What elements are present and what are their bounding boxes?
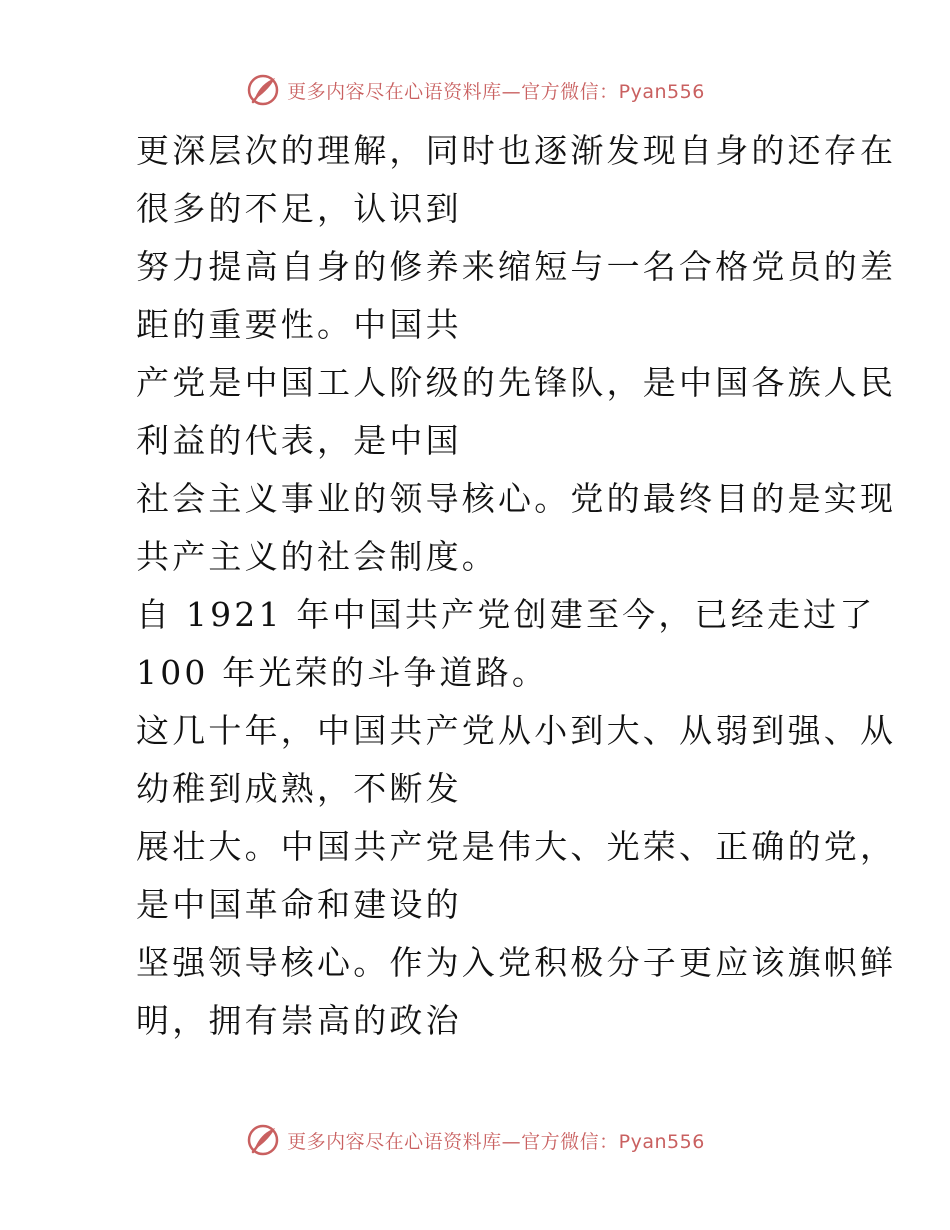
- text-line: 是中国革命和建设的: [136, 885, 462, 924]
- paragraph: [98, 818, 897, 934]
- paragraph: [98, 122, 897, 238]
- paragraph: [98, 238, 897, 354]
- text-line: 自 1921 年中国共产党创建至今，已经走过了: [136, 595, 876, 634]
- text-line: 这几十年，中国共产党从小到大、从弱到强、从: [136, 711, 897, 750]
- paragraph: [98, 934, 897, 1050]
- text-line: 产党是中国工人阶级的先锋队，是中国各族人民: [136, 363, 897, 402]
- text-line: 坚强领导核心。作为入党积极分子更应该旗帜鲜: [136, 943, 897, 982]
- document-body: [98, 122, 897, 1050]
- footer-banner: [0, 1120, 950, 1160]
- text-line: 社会主义事业的领导核心。党的最终目的是实现: [136, 479, 897, 518]
- banner-text: 更多内容尽在心语资料库—官方微信：Pyan556: [287, 1130, 705, 1153]
- text-line: 展壮大。中国共产党是伟大、光荣、正确的党，: [136, 827, 897, 866]
- paragraph: [98, 702, 897, 818]
- text-line: 共产主义的社会制度。: [136, 537, 498, 576]
- paragraph: [98, 354, 897, 470]
- text-line: 利益的代表，是中国: [136, 421, 462, 460]
- banner-text: 更多内容尽在心语资料库—官方微信：Pyan556: [287, 80, 705, 103]
- header-banner: [0, 70, 950, 110]
- text-line: 更深层次的理解，同时也逐渐发现自身的还存在: [136, 131, 897, 170]
- text-line: 100 年光荣的斗争道路。: [136, 653, 549, 692]
- feather-pen-logo-icon: [245, 1122, 281, 1158]
- text-line: 距的重要性。中国共: [136, 305, 462, 344]
- feather-pen-logo-icon: [245, 72, 281, 108]
- text-line: 幼稚到成熟，不断发: [136, 769, 462, 808]
- text-line: 努力提高自身的修养来缩短与一名合格党员的差: [136, 247, 897, 286]
- paragraph: [98, 470, 897, 586]
- text-line: 明，拥有崇高的政治: [136, 1001, 462, 1040]
- text-line: 很多的不足，认识到: [136, 189, 462, 228]
- paragraph: [98, 586, 876, 702]
